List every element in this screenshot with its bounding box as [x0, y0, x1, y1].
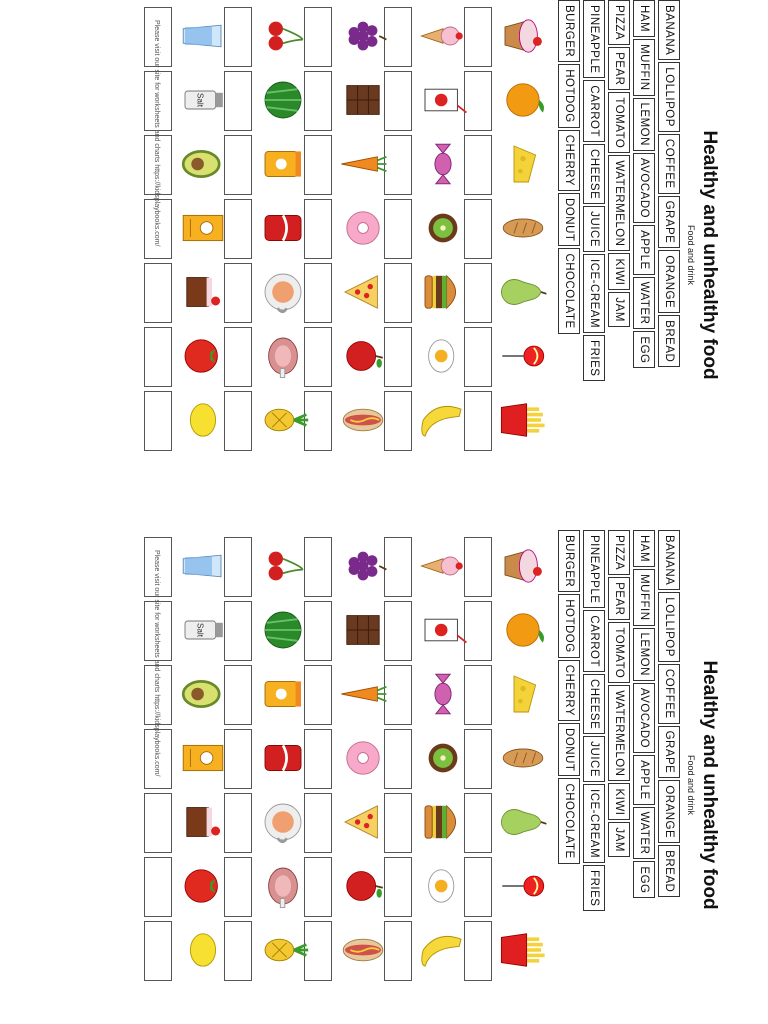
- word-bank-row: [558, 530, 580, 990]
- grape-icon: [336, 536, 390, 596]
- hotdog-icon: [336, 390, 390, 450]
- word-bank-word: GRAPE: [658, 196, 680, 249]
- salt-shaker-icon: [176, 600, 230, 660]
- word-bank-word: BANANA: [658, 530, 680, 590]
- worksheet-footer: Please visit our site for worksheets and charts https://kidsplaybooks.com/: [153, 20, 160, 247]
- pear-icon: [496, 792, 550, 852]
- word-bank-word: DONUT: [558, 193, 580, 246]
- word-bank-row: [608, 530, 630, 990]
- carrot-icon: [336, 134, 390, 194]
- word-bank-word: CHEESE: [583, 144, 605, 204]
- word-bank-word: MUFFIN: [633, 569, 655, 625]
- word-bank-row: [583, 530, 605, 990]
- word-bank-word: WATERMELON: [608, 685, 630, 781]
- word-bank-word: BREAD: [658, 315, 680, 367]
- word-bank: [555, 0, 680, 460]
- egg-icon: [416, 856, 470, 916]
- word-bank-word: KIWI: [608, 253, 630, 290]
- pineapple-icon: [256, 390, 310, 450]
- word-bank-row: [608, 0, 630, 460]
- picture-row: [164, 0, 230, 460]
- fries-icon: [496, 920, 550, 980]
- pear-icon: [496, 262, 550, 322]
- word-bank-row: [633, 530, 655, 990]
- word-bank-word: MUFFIN: [633, 39, 655, 95]
- word-bank-word: CHOCOLATE: [558, 778, 580, 863]
- word-bank-word: APPLE: [633, 755, 655, 805]
- water-glass-icon: [176, 536, 230, 596]
- word-bank-word: BREAD: [658, 845, 680, 897]
- hotdog-icon: [336, 920, 390, 980]
- word-bank-word: BANANA: [658, 0, 680, 60]
- word-bank-word: EGG: [633, 331, 655, 368]
- word-bank-word: CARROT: [583, 80, 605, 142]
- cake-icon: [176, 262, 230, 322]
- coffee-cup-icon: [256, 792, 310, 852]
- word-bank-word: JUICE: [583, 736, 605, 782]
- worksheet-subtitle: Food and drink: [686, 754, 696, 816]
- cola-can-icon: [256, 728, 310, 788]
- word-bank-word: WATER: [633, 277, 655, 330]
- lollipop-icon: [496, 326, 550, 386]
- worksheet-copy-bottom: [0, 512, 768, 1024]
- grape-icon: [336, 6, 390, 66]
- word-bank-word: COFFEE: [658, 664, 680, 724]
- word-bank-word: AVOCADO: [633, 683, 655, 753]
- apple-icon: [336, 856, 390, 916]
- worksheet-title: Healthy and unhealthy food: [699, 130, 720, 380]
- word-bank-word: HOTDOG: [558, 594, 580, 657]
- watermelon-icon: [256, 600, 310, 660]
- ham-icon: [256, 856, 310, 916]
- juice-box-icon: [416, 70, 470, 130]
- ice-cream-icon: [416, 536, 470, 596]
- watermelon-icon: [256, 70, 310, 130]
- picture-row: [324, 530, 390, 990]
- word-bank-word: TOMATO: [608, 92, 630, 153]
- picture-row: [244, 530, 310, 990]
- picture-row: [404, 0, 470, 460]
- cake-icon: [176, 792, 230, 852]
- word-bank-word: CHERRY: [558, 660, 580, 721]
- picture-row: [164, 530, 230, 990]
- fries-icon: [496, 390, 550, 450]
- picture-grid: [150, 530, 550, 990]
- word-bank-word: COFFEE: [658, 134, 680, 194]
- coffee-cup-icon: [256, 262, 310, 322]
- cherry-icon: [256, 536, 310, 596]
- juice-box-icon: [416, 600, 470, 660]
- worksheet-footer: Please visit our site for worksheets and charts https://kidsplaybooks.com/: [153, 550, 160, 777]
- candy-icon: [416, 134, 470, 194]
- lemon-icon: [176, 920, 230, 980]
- word-bank-word: CHERRY: [558, 130, 580, 191]
- water-glass-icon: [176, 6, 230, 66]
- word-bank-word: CHOCOLATE: [558, 248, 580, 333]
- bread-icon: [496, 198, 550, 258]
- cupcake-icon: [496, 6, 550, 66]
- picture-row: [484, 0, 550, 460]
- word-bank-word: TOMATO: [608, 622, 630, 683]
- bread-icon: [496, 728, 550, 788]
- picture-row: [244, 0, 310, 460]
- cherry-icon: [256, 6, 310, 66]
- word-bank-word: HAM: [633, 530, 655, 567]
- banana-icon: [416, 920, 470, 980]
- worksheet-page: [130, 0, 720, 460]
- word-bank-row: [558, 0, 580, 460]
- word-bank-word: PEAR: [608, 47, 630, 90]
- jam-jar-icon: [256, 664, 310, 724]
- jam-jar-icon: [256, 134, 310, 194]
- word-bank-word: DONUT: [558, 723, 580, 776]
- kiwi-icon: [416, 198, 470, 258]
- carrot-icon: [336, 664, 390, 724]
- word-bank-word: BURGER: [558, 0, 580, 62]
- worksheet-subtitle: Food and drink: [686, 224, 696, 286]
- word-bank-word: ICE-CREAM: [583, 784, 605, 863]
- worksheet-title: Healthy and unhealthy food: [699, 660, 720, 910]
- word-bank-word: FRIES: [583, 865, 605, 911]
- word-bank-word: ORANGE: [658, 780, 680, 843]
- picture-row: [324, 0, 390, 460]
- word-bank-word: BURGER: [558, 530, 580, 592]
- word-bank-word: FRIES: [583, 335, 605, 381]
- ice-cream-icon: [416, 6, 470, 66]
- orange-icon: [496, 70, 550, 130]
- picture-row: [404, 530, 470, 990]
- banana-icon: [416, 390, 470, 450]
- word-bank-word: CHEESE: [583, 674, 605, 734]
- word-bank-word: PIZZA: [608, 0, 630, 45]
- word-bank-word: WATER: [633, 807, 655, 860]
- word-bank-word: HAM: [633, 0, 655, 37]
- burger-icon: [416, 262, 470, 322]
- word-bank-word: KIWI: [608, 783, 630, 820]
- word-bank-row: [633, 0, 655, 460]
- word-bank-word: JUICE: [583, 206, 605, 252]
- donut-icon: [336, 728, 390, 788]
- chips-bag-icon: [176, 198, 230, 258]
- worksheet-page: [130, 530, 720, 990]
- word-bank-word: LEMON: [633, 628, 655, 681]
- word-bank-row: [658, 0, 680, 460]
- salt-shaker-icon: [176, 70, 230, 130]
- lollipop-icon: [496, 856, 550, 916]
- word-bank-word: ORANGE: [658, 250, 680, 313]
- tomato-icon: [176, 856, 230, 916]
- word-bank-word: WATERMELON: [608, 155, 630, 251]
- word-bank-word: LEMON: [633, 98, 655, 151]
- word-bank-word: PIZZA: [608, 530, 630, 575]
- ham-icon: [256, 326, 310, 386]
- kiwi-icon: [416, 728, 470, 788]
- word-bank-word: PINEAPPLE: [583, 0, 605, 78]
- pizza-icon: [336, 262, 390, 322]
- word-bank-word: HOTDOG: [558, 64, 580, 127]
- word-bank-word: APPLE: [633, 225, 655, 275]
- picture-row: [484, 530, 550, 990]
- egg-icon: [416, 326, 470, 386]
- candy-icon: [416, 664, 470, 724]
- burger-icon: [416, 792, 470, 852]
- cheese-icon: [496, 664, 550, 724]
- cupcake-icon: [496, 536, 550, 596]
- orange-icon: [496, 600, 550, 660]
- word-bank-word: JAM: [608, 822, 630, 857]
- word-bank-word: GRAPE: [658, 726, 680, 779]
- word-bank-word: PEAR: [608, 577, 630, 620]
- chocolate-icon: [336, 70, 390, 130]
- word-bank-word: AVOCADO: [633, 153, 655, 223]
- cola-can-icon: [256, 198, 310, 258]
- word-bank-word: CARROT: [583, 610, 605, 672]
- svg-text:Salt: Salt: [195, 623, 205, 637]
- word-bank-word: LOLLIPOP: [658, 592, 680, 662]
- word-bank: [555, 530, 680, 990]
- apple-icon: [336, 326, 390, 386]
- avocado-icon: [176, 664, 230, 724]
- pineapple-icon: [256, 920, 310, 980]
- picture-grid: [150, 0, 550, 460]
- word-bank-word: ICE-CREAM: [583, 254, 605, 333]
- avocado-icon: [176, 134, 230, 194]
- word-bank-word: LOLLIPOP: [658, 62, 680, 132]
- lemon-icon: [176, 390, 230, 450]
- chocolate-icon: [336, 600, 390, 660]
- word-bank-word: EGG: [633, 861, 655, 898]
- svg-text:Salt: Salt: [195, 93, 205, 107]
- word-bank-row: [583, 0, 605, 460]
- pizza-icon: [336, 792, 390, 852]
- word-bank-word: PINEAPPLE: [583, 530, 605, 608]
- word-bank-row: [658, 530, 680, 990]
- tomato-icon: [176, 326, 230, 386]
- cheese-icon: [496, 134, 550, 194]
- chips-bag-icon: [176, 728, 230, 788]
- donut-icon: [336, 198, 390, 258]
- word-bank-word: JAM: [608, 292, 630, 327]
